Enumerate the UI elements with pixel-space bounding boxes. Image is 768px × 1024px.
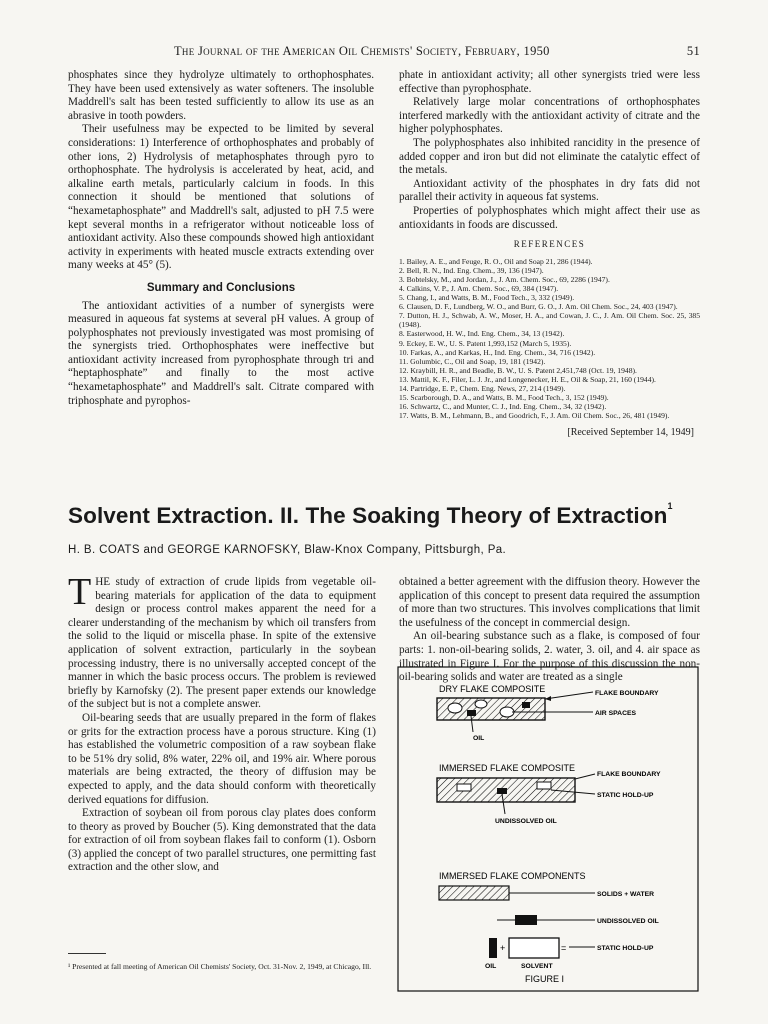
label-undissolved-oil-2: UNDISSOLVED OIL: [597, 918, 659, 925]
air-space-shape: [475, 700, 487, 708]
oil-shape: [467, 710, 476, 716]
solvent-block: [509, 938, 559, 958]
prev-article-right-column: [399, 69, 700, 440]
footnote-rule: [68, 953, 106, 954]
reference-item: 16. Schwartz, C., and Munter, C. J., Ind. Eng. Chem., 34, 32 (1942).: [399, 402, 607, 412]
reference-item: 7. Dutton, H. J., Schwab, A. W., Moser, H. A., and Cowan, J. C., J. Am. Oil Chem. Soc. 25, 385 (1948).: [399, 311, 700, 330]
references-heading: REFERENCES: [513, 239, 586, 250]
solids-water-block: [439, 886, 509, 900]
reference-item: 9. Eckey, E. W., U. S. Patent 1,993,152 (March 5, 1935).: [399, 338, 572, 348]
reference-item: 15. Scarborough, D. A., and Watts, B. M., Food Tech., 3, 152 (1949).: [399, 393, 609, 403]
paragraph: The polyphosphates also inhibited rancidity in the presence of added copper and iron but did not eliminate the catalytic effect of the metals.: [399, 136, 700, 177]
reference-item: 5. Chang, I., and Watts, B. M., Food Tech., 3, 332 (1949).: [399, 293, 575, 303]
label-oil: OIL: [473, 735, 485, 742]
figure-caption: FIGURE I: [525, 974, 565, 984]
article-title: [68, 503, 673, 529]
figure-1-drawing: [397, 666, 699, 992]
reference-item: 3. Bobtelsky, M., and Jordan, J., J. Am. Chem. Soc., 69, 2286 (1947).: [399, 274, 610, 284]
holdup-shape: [457, 784, 471, 791]
reference-item: 11. Golumbic, C., Oil and Soap, 19, 181 (1942).: [399, 356, 546, 366]
paragraph: [68, 571, 376, 712]
reference-item: 2. Bell, R. N., Ind. Eng. Chem., 39, 136 (1947).: [399, 265, 544, 275]
prev-article-left-column: [68, 69, 374, 408]
reference-item: 13. Mattil, K. F., Filer, L. J. Jr., and Longenecker, H. E., Oil & Soap, 21, 160 (1944).: [399, 374, 656, 384]
paragraph: Their usefulness may be expected to be limited by several considerations: 1) Interference of orthophosphates and probably of other ions, 2) Hydrolysis of metaphosphates through pyro to orthophosphate. The hydrolysis is accelerated by heat, acid, and alkaline earth metals, particularly calcium in foods. In this connection it should be mentioned that solutions of “hexametaphosphate” and Maddrell's salt, adjusted to pH 7.5 were kept several months in a refrigerator without noticeable loss of antioxidant activity. Also these compounds showed high antioxidant activity in experiments with heated muscle extracts extending over many weeks at 45° (5).: [68, 123, 374, 272]
article-title-text: Solvent Extraction. II. The Soaking Theory of Extraction: [68, 503, 668, 528]
undissolved-oil-block: [515, 915, 537, 925]
label-solids-water: SOLIDS + WATER: [597, 891, 655, 898]
paragraph: An oil-bearing substance such as a flake, is composed of four parts: 1. non-oil-bearing solids, 2. water, 3. oil, and 4. air space as illustrated in Figure I. For the purpose of this discussion the non-oil-bearing solids and water are treated as a single: [399, 630, 700, 684]
article-authors: H. B. COATS and GEORGE KARNOFSKY, Blaw-Knox Company, Pittsburgh, Pa.: [68, 544, 507, 556]
label-dry-flake-composite: DRY FLAKE COMPOSITE: [439, 684, 546, 694]
reference-item: 8. Easterwood, H. W., Ind. Eng. Chem., 34, 13 (1942).: [399, 329, 565, 339]
air-space-shape: [500, 707, 514, 717]
paragraph: Extraction of soybean oil from porous clay plates does conform to theory as proved by Boucher (5). King demonstrated that the data for extraction of oil from soybean flakes fail to conform (1). Osborn (3) applied the concept of two parallel structures, one permitting fast extraction and the other slow, and: [68, 807, 376, 874]
label-flake-boundary: FLAKE BOUNDARY: [595, 690, 659, 697]
reference-item: 12. Kraybill, H. R., and Beadle, B. W., U. S. Patent 2,451,748 (Oct. 19, 1948).: [399, 365, 637, 375]
label-immersed-flake-composite: IMMERSED FLAKE COMPOSITE: [439, 763, 576, 773]
section-heading-summary: Summary and Conclusions: [146, 281, 296, 294]
paragraph: Antioxidant activity of the phosphates in dry fats did not parallel their activity in aqueous fat systems.: [399, 177, 700, 204]
reference-item: 4. Calkins, V. P., J. Am. Chem. Soc., 69, 384 (1947).: [399, 284, 559, 293]
footnote: ¹ Presented at fall meeting of American Oil Chemists' Society, Oct. 31-Nov. 2, 1949, at Chicago, Ill.: [68, 962, 372, 971]
label-oil-2: OIL: [485, 963, 497, 970]
label-air-spaces: AIR SPACES: [595, 710, 637, 717]
journal-title: The Journal of the American Oil Chemists' Society, February, 1950: [174, 44, 550, 58]
reference-item: 1. Bailey, A. E., and Feuge, R. O., Oil and Soap 21, 286 (1944).: [399, 256, 593, 266]
reference-item: 14. Partridge, E. P., Chem. Eng. News, 27, 214 (1949).: [399, 384, 566, 394]
paragraph: Oil-bearing seeds that are usually prepared in the form of flakes or grits for the extraction process have a porous structure. King (1) has established the volumetric composition of a raw soybean flake to be 51% dry solid, 8% water, 22% oil, and 19% air. Where porous materials are being extracted, the theory of diffusion may be expected to apply, and the data should conform with theoretically derived equations for diffusion.: [68, 711, 376, 806]
air-space-shape: [448, 703, 462, 713]
oil-bar: [489, 938, 497, 958]
reference-item: 6. Clausen, D. F., Lundberg, W. O., and Burr, G. O., J. Am. Oil Chem. Soc., 24, 403 (1947).: [399, 302, 678, 312]
figure-1: [397, 666, 699, 992]
plus-sign: +: [500, 943, 506, 953]
leader-line: [575, 774, 595, 779]
paragraph: Properties of polyphosphates which might affect their use as antioxidants in foods are discussed.: [399, 204, 700, 231]
dropcap: T: [68, 571, 92, 613]
paragraph: phate in antioxidant activity; all other synergists tried were less effective than pyrophosphate.: [399, 69, 700, 95]
equals-sign: =: [561, 943, 567, 953]
label-undissolved-oil: UNDISSOLVED OIL: [495, 818, 557, 825]
label-solvent: SOLVENT: [521, 963, 553, 970]
paragraph-text: HE study of extraction of crude lipids from vegetable oil-bearing materials for application of the data to equipment design or process control makes apparent the need for a clearer understanding of the mechanism by which oil transfers from the solid to the liquid or miscella phase. In spite of the extensive application of solvent extraction, particularly in the soybean processing industry, there is no universally accepted concept of the manner in which the basic process occurs. The problem is reviewed briefly by Karnofsky (2). The present paper extends our knowledge of the subject but is not a complete answer.: [68, 576, 376, 711]
label-flake-boundary-2: FLAKE BOUNDARY: [597, 771, 661, 778]
paragraph: Relatively large molar concentrations of orthophosphates interfered markedly with the antioxidant activity of citrate and the higher polyphosphates.: [399, 96, 700, 136]
title-footnote-mark: 1: [667, 501, 673, 511]
references-list: [399, 257, 700, 421]
reference-item: 10. Farkas, A., and Karkas, H., Ind. Eng. Chem., 34, 716 (1942).: [399, 347, 596, 357]
received-date: [Received September 14, 1949]: [567, 427, 694, 439]
paragraph: phosphates since they hydrolyze ultimately to orthophosphates. They have been used extensively as water softeners. The insoluble Maddrell's salt has been tested sufficiently to allow its use as an abrasive in tooth powders.: [68, 69, 374, 122]
article-left-column: [68, 571, 376, 875]
page-number: 51: [686, 44, 700, 58]
label-static-holdup: STATIC HOLD-UP: [597, 792, 654, 799]
label-immersed-flake-components: IMMERSED FLAKE COMPONENTS: [439, 871, 586, 881]
reference-item: 17. Watts, B. M., Lehmann, B., and Goodrich, F., J. Am. Oil Chem. Soc., 26, 481 (1949).: [399, 411, 670, 421]
leader-line: [545, 692, 593, 699]
paragraph: The antioxidant activities of a number of synergists were measured in aqueous fat systems at several pH values. A group of polyphosphates not previously investigated was most promising of the synergists tried. Orthophosphates were ineffective but antioxidant activity increased from pyrophosphate through tri and “heptaphosphate” and finally to the most active “hexametaphosphate” and Maddrell's salt. Citrate compared with triphosphate and pyrophos-: [68, 299, 374, 407]
label-static-holdup-2: STATIC HOLD-UP: [597, 945, 654, 952]
oil-shape: [522, 702, 530, 708]
paragraph: obtained a better agreement with the diffusion theory. However the application of this concept to present data required the assumption of more than two structures. This involves complications that limit the usefulness of the concept in commercial design.: [399, 576, 700, 629]
oil-shape: [497, 788, 507, 794]
holdup-shape: [537, 782, 551, 789]
